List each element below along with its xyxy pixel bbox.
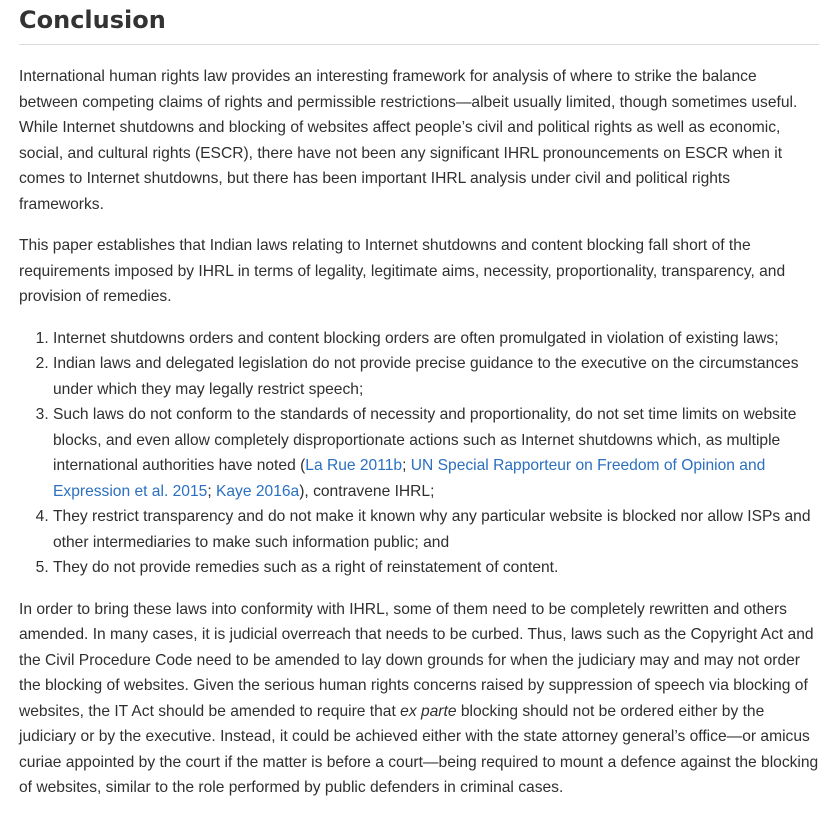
- citation-link-la-rue[interactable]: La Rue 2011b: [305, 457, 403, 474]
- citation-separator: ;: [402, 457, 411, 474]
- list-item: 1. Internet shutdowns orders and content blocking orders are often promulgated in violation of existing laws;: [53, 326, 819, 352]
- list-item: [53, 402, 819, 504]
- citation-link-kaye[interactable]: Kaye 2016a: [215, 482, 300, 500]
- list-item: 5. They do not provide remedies such as a right of reinstatement of content.: [53, 555, 819, 581]
- paragraph-text: In order to bring these laws into conformity with IHRL, some of them need to be completely rewritten and others amended. In many cases, it is judicial overreach that needs to be curbed. Thus, laws such as the Copyright Act and the Civil Procedure Code need to be amended to lay down grounds for when the judiciary may and may not order the blocking of websites. Given the serious human rights concerns raised by suppression of speech via blocking of websites, the IT Act should be amended to require that: [19, 600, 814, 720]
- list-item-text: Such laws do not conform to the standards of necessity and proportionality, do not set time limits on website blocks, and even allow completely disproportionate actions such as Internet shutdowns which, as multiple international authorities have noted (: [53, 406, 797, 474]
- paragraph-recommendations: [19, 597, 819, 801]
- section-heading: Conclusion: [19, 0, 819, 45]
- emphasis-text: ex parte: [400, 702, 457, 720]
- paragraph-findings: This paper establishes that Indian laws relating to Internet shutdowns and content blocking fall short of the requirements imposed by IHRL in terms of legality, legitimate aims, necessity, proportionality, transparency, and provision of remedies.: [19, 237, 786, 305]
- findings-list: [19, 326, 819, 581]
- list-item: 4. They restrict transparency and do not make it known why any particular website is blocked nor allow ISPs and other intermediaries to make such information public; and: [53, 504, 819, 555]
- list-item-text: ), contravene IHRL;: [299, 482, 435, 500]
- list-item: 2. Indian laws and delegated legislation do not provide precise guidance to the executive on the circumstances under which they may legally restrict speech;: [53, 351, 819, 402]
- paragraph-text: blocking should not be ordered either by the judiciary or by the executive. Instead, it could be achieved either with the state attorney general’s office—or amicus curiae appointed by the court if the matter is before a court—being required to mount a defence against the blocking of websites, similar to the role performed by public defenders in criminal cases.: [19, 702, 819, 796]
- paragraph-intro: International human rights law provides an interesting framework for analysis of where to strike the balance between competing claims of rights and permissible restrictions—albeit usually limited, though sometimes useful. While Internet shutdowns and blocking of websites affect people’s civil and political rights as well as economic, social, and cultural rights (ESCR), there have not been any significant IHRL pronouncements on ESCR when it comes to Internet shutdowns, but there has been important IHRL analysis under civil and political rights frameworks.: [19, 68, 798, 213]
- article-section: [19, 0, 819, 801]
- citation-separator: ;: [207, 482, 216, 500]
- citation-link-un-special-rapporteur[interactable]: UN Special Rapporteur on Freedom of Opinion and Expression et al. 2015: [53, 457, 766, 500]
